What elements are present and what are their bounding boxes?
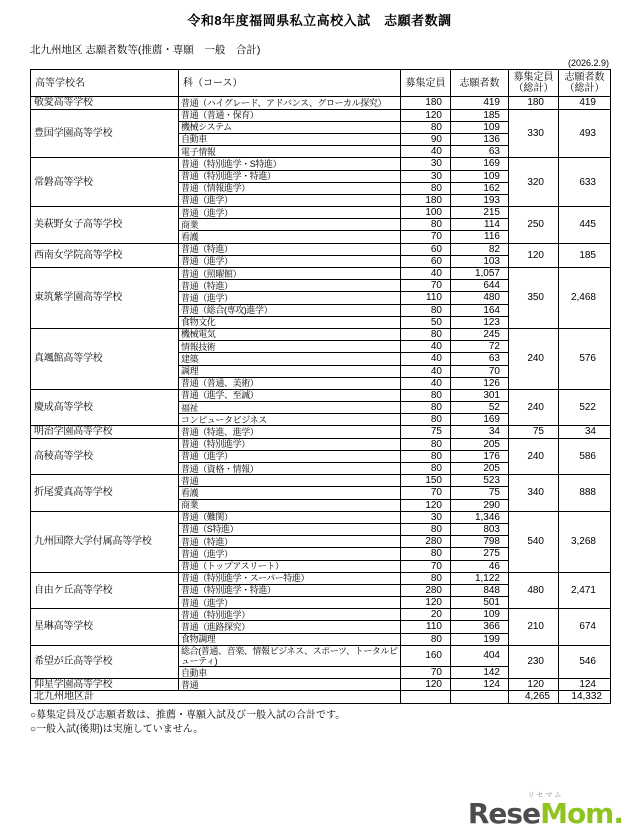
logo-rese-text: Rese: [467, 797, 541, 830]
course-capacity-cell: 280: [401, 536, 451, 548]
course-row: [31, 475, 611, 487]
school-name-cell: 豊国学園高等学校: [31, 109, 179, 158]
course-applicants-cell: 1,122: [451, 572, 509, 584]
course-capacity-cell: 180: [401, 97, 451, 109]
course-row: [31, 609, 611, 621]
school-name-cell: 西南女学院高等学校: [31, 243, 179, 267]
course-applicants-cell: 501: [451, 597, 509, 609]
header-school-name: 高等学校名: [31, 70, 179, 97]
course-applicants-cell: 1,346: [451, 511, 509, 523]
school-applicants-total-cell: 633: [559, 158, 611, 207]
course-capacity-cell: 40: [401, 268, 451, 280]
course-applicants-cell: 404: [451, 645, 509, 666]
course-capacity-cell: 40: [401, 377, 451, 389]
course-name-cell: 調理: [179, 365, 401, 377]
course-capacity-cell: 90: [401, 133, 451, 145]
school-applicants-total-cell: 419: [559, 97, 611, 109]
school-name-cell: 自由ケ丘高等学校: [31, 572, 179, 609]
course-row: [31, 268, 611, 280]
course-capacity-cell: 70: [401, 666, 451, 678]
course-capacity-cell: 80: [401, 121, 451, 133]
course-capacity-cell: 80: [401, 572, 451, 584]
course-capacity-cell: 80: [401, 450, 451, 462]
course-applicants-cell: 109: [451, 121, 509, 133]
course-name-cell: 普通（進学）: [179, 255, 401, 267]
course-name-cell: 普通（特別進学）: [179, 609, 401, 621]
course-row: [31, 645, 611, 666]
course-name-cell: 普通（ハイグレード、アドバンス、グローカル探究）: [179, 97, 401, 109]
district-applicants-total-cell: 14,332: [559, 691, 611, 703]
footnotes: [30, 709, 639, 738]
school-name-cell: 星琳高等学校: [31, 609, 179, 646]
course-applicants-cell: 480: [451, 292, 509, 304]
course-name-cell: 普通（特進）: [179, 243, 401, 255]
school-name-cell: 折尾愛真高等学校: [31, 475, 179, 512]
course-name-cell: 普通（特別進学・特進）: [179, 170, 401, 182]
school-applicants-total-cell: 2,468: [559, 268, 611, 329]
course-applicants-cell: 46: [451, 560, 509, 572]
school-applicants-total-cell: 185: [559, 243, 611, 267]
course-name-cell: 普通（特別進学・特進）: [179, 584, 401, 596]
course-applicants-cell: 136: [451, 133, 509, 145]
footnote-2: ○一般入試(後期)は実施していません。: [30, 724, 204, 736]
school-applicants-total-cell: 522: [559, 389, 611, 426]
course-name-cell: コンピュータビジネス: [179, 414, 401, 426]
course-name-cell: 普通（S特進）: [179, 523, 401, 535]
course-capacity-cell: 60: [401, 255, 451, 267]
course-row: [31, 328, 611, 340]
course-row: [31, 109, 611, 121]
course-applicants-cell: 82: [451, 243, 509, 255]
school-name-cell: 希望が丘高等学校: [31, 645, 179, 678]
course-row: [31, 679, 611, 691]
course-name-cell: 普通（トップアスリート）: [179, 560, 401, 572]
school-name-cell: 仰星学園高等学校: [31, 679, 179, 691]
course-capacity-cell: 40: [401, 146, 451, 158]
course-applicants-cell: 103: [451, 255, 509, 267]
school-applicants-total-cell: 34: [559, 426, 611, 438]
course-capacity-cell: 80: [401, 328, 451, 340]
course-applicants-cell: 644: [451, 280, 509, 292]
course-name-cell: 普通（特別進学・S特進）: [179, 158, 401, 170]
course-capacity-cell: 80: [401, 414, 451, 426]
course-applicants-cell: 126: [451, 377, 509, 389]
course-applicants-cell: 114: [451, 219, 509, 231]
footnote-1: ○募集定員及び志願者数は、推薦・専願入試及び一般入試の合計です。: [30, 709, 346, 721]
date-note: (2026.2.9): [567, 58, 609, 68]
course-capacity-cell: 180: [401, 194, 451, 206]
course-row: [31, 389, 611, 401]
course-applicants-cell: 848: [451, 584, 509, 596]
applicants-table: [30, 69, 611, 704]
course-name-cell: 普通（資格・情報）: [179, 463, 401, 475]
course-capacity-cell: 110: [401, 621, 451, 633]
course-capacity-cell: 30: [401, 170, 451, 182]
course-name-cell: 情報技術: [179, 341, 401, 353]
school-name-cell: 慶成高等学校: [31, 389, 179, 426]
course-row: [31, 426, 611, 438]
course-name-cell: 機械システム: [179, 121, 401, 133]
course-name-cell: 看護: [179, 487, 401, 499]
header-applicants-total: 志願者数 （総計）: [559, 70, 611, 97]
school-name-cell: 高稜高等学校: [31, 438, 179, 475]
school-capacity-total-cell: 120: [509, 243, 559, 267]
course-name-cell: 普通（特別進学）: [179, 438, 401, 450]
course-name-cell: 普通（難関）: [179, 511, 401, 523]
district-applicants-empty-cell: [451, 691, 509, 703]
course-name-cell: 福祉: [179, 402, 401, 414]
school-name-cell: 敬愛高等学校: [31, 97, 179, 109]
course-name-cell: 普通（照曜館）: [179, 268, 401, 280]
resemom-logo: [468, 792, 623, 828]
course-applicants-cell: 70: [451, 365, 509, 377]
logo-furigana: リセマム: [527, 792, 564, 799]
course-capacity-cell: 80: [401, 548, 451, 560]
course-applicants-cell: 193: [451, 194, 509, 206]
course-capacity-cell: 80: [401, 389, 451, 401]
course-name-cell: 建築: [179, 353, 401, 365]
course-capacity-cell: 280: [401, 584, 451, 596]
course-name-cell: 食物文化: [179, 316, 401, 328]
course-row: [31, 572, 611, 584]
course-capacity-cell: 110: [401, 292, 451, 304]
school-name-cell: 九州国際大学付属高等学校: [31, 511, 179, 572]
school-capacity-total-cell: 240: [509, 328, 559, 389]
course-applicants-cell: 63: [451, 353, 509, 365]
course-capacity-cell: 150: [401, 475, 451, 487]
course-applicants-cell: 1,057: [451, 268, 509, 280]
course-name-cell: 普通: [179, 475, 401, 487]
course-name-cell: 普通（進学）: [179, 450, 401, 462]
course-capacity-cell: 80: [401, 633, 451, 645]
course-capacity-cell: 40: [401, 341, 451, 353]
school-capacity-total-cell: 240: [509, 389, 559, 426]
course-applicants-cell: 72: [451, 341, 509, 353]
course-applicants-cell: 63: [451, 146, 509, 158]
school-capacity-total-cell: 340: [509, 475, 559, 512]
school-capacity-total-cell: 250: [509, 207, 559, 244]
header-capacity-total: 募集定員 （総計）: [509, 70, 559, 97]
course-name-cell: 自動車: [179, 666, 401, 678]
course-capacity-cell: 120: [401, 597, 451, 609]
course-applicants-cell: 290: [451, 499, 509, 511]
course-applicants-cell: 215: [451, 207, 509, 219]
logo-mom-text: Mom: [540, 797, 614, 830]
course-applicants-cell: 419: [451, 97, 509, 109]
course-name-cell: 普通（進路探究）: [179, 621, 401, 633]
course-capacity-cell: 80: [401, 182, 451, 194]
district-capacity-empty-cell: [401, 691, 451, 703]
course-capacity-cell: 20: [401, 609, 451, 621]
course-applicants-cell: 803: [451, 523, 509, 535]
course-name-cell: 看護: [179, 231, 401, 243]
logo-wordmark: [467, 797, 623, 830]
course-capacity-cell: 75: [401, 426, 451, 438]
course-name-cell: 普通（進学、至誠）: [179, 389, 401, 401]
school-capacity-total-cell: 210: [509, 609, 559, 646]
course-name-cell: 普通（総合(専攻)進学）: [179, 304, 401, 316]
course-applicants-cell: 169: [451, 414, 509, 426]
course-capacity-cell: 60: [401, 243, 451, 255]
course-applicants-cell: 245: [451, 328, 509, 340]
course-applicants-cell: 109: [451, 170, 509, 182]
school-capacity-total-cell: 180: [509, 97, 559, 109]
course-capacity-cell: 70: [401, 231, 451, 243]
course-applicants-cell: 205: [451, 463, 509, 475]
course-capacity-cell: 80: [401, 304, 451, 316]
course-name-cell: 普通（特別進学・スーパー特進）: [179, 572, 401, 584]
course-name-cell: 普通（進学）: [179, 548, 401, 560]
course-name-cell: 商業: [179, 499, 401, 511]
course-row: [31, 438, 611, 450]
school-applicants-total-cell: 445: [559, 207, 611, 244]
course-applicants-cell: 116: [451, 231, 509, 243]
course-capacity-cell: 120: [401, 499, 451, 511]
school-applicants-total-cell: 2,471: [559, 572, 611, 609]
course-name-cell: 機械電気: [179, 328, 401, 340]
school-name-cell: 東筑紫学園高等学校: [31, 268, 179, 329]
course-row: [31, 207, 611, 219]
course-capacity-cell: 40: [401, 353, 451, 365]
course-capacity-cell: 70: [401, 280, 451, 292]
course-name-cell: 普通（進学）: [179, 597, 401, 609]
school-capacity-total-cell: 320: [509, 158, 559, 207]
course-name-cell: 普通: [179, 679, 401, 691]
course-capacity-cell: 80: [401, 438, 451, 450]
course-row: [31, 97, 611, 109]
school-applicants-total-cell: 124: [559, 679, 611, 691]
course-capacity-cell: 120: [401, 679, 451, 691]
course-capacity-cell: 100: [401, 207, 451, 219]
course-applicants-cell: 75: [451, 487, 509, 499]
course-name-cell: 電子情報: [179, 146, 401, 158]
course-row: [31, 511, 611, 523]
course-capacity-cell: 80: [401, 402, 451, 414]
course-name-cell: 自動車: [179, 133, 401, 145]
school-applicants-total-cell: 586: [559, 438, 611, 475]
course-name-cell: 普通（特進）: [179, 280, 401, 292]
course-name-cell: 食物調理: [179, 633, 401, 645]
course-applicants-cell: 523: [451, 475, 509, 487]
course-name-cell: 普通（進学）: [179, 194, 401, 206]
course-applicants-cell: 52: [451, 402, 509, 414]
course-applicants-cell: 124: [451, 679, 509, 691]
course-applicants-cell: 34: [451, 426, 509, 438]
logo-dot: .: [613, 797, 623, 830]
course-applicants-cell: 185: [451, 109, 509, 121]
header-row: [31, 70, 611, 97]
district-capacity-total-cell: 4,265: [509, 691, 559, 703]
school-applicants-total-cell: 674: [559, 609, 611, 646]
course-name-cell: 総合(普通、音楽、情報ビジネス、スポーツ、トータルビューティ): [179, 645, 401, 666]
course-applicants-cell: 164: [451, 304, 509, 316]
school-name-cell: 明治学園高等学校: [31, 426, 179, 438]
course-applicants-cell: 109: [451, 609, 509, 621]
course-applicants-cell: 301: [451, 389, 509, 401]
page-title: 令和8年度福岡県私立高校入試 志願者数調: [187, 13, 452, 28]
course-name-cell: 普通（特進、進学）: [179, 426, 401, 438]
district-total-row: [31, 691, 611, 703]
course-capacity-cell: 120: [401, 109, 451, 121]
school-name-cell: 美萩野女子高等学校: [31, 207, 179, 244]
school-capacity-total-cell: 540: [509, 511, 559, 572]
course-applicants-cell: 169: [451, 158, 509, 170]
school-name-cell: 常磐高等学校: [31, 158, 179, 207]
header-course: 科（コース）: [179, 70, 401, 97]
course-name-cell: 普通（普通、美術）: [179, 377, 401, 389]
course-capacity-cell: 30: [401, 511, 451, 523]
course-applicants-cell: 366: [451, 621, 509, 633]
header-applicants: 志願者数: [451, 70, 509, 97]
course-applicants-cell: 798: [451, 536, 509, 548]
course-capacity-cell: 80: [401, 463, 451, 475]
course-capacity-cell: 80: [401, 219, 451, 231]
course-applicants-cell: 275: [451, 548, 509, 560]
course-name-cell: 普通（普通・保育）: [179, 109, 401, 121]
district-total-label: 北九州地区計: [31, 691, 401, 703]
course-row: [31, 158, 611, 170]
school-capacity-total-cell: 120: [509, 679, 559, 691]
course-applicants-cell: 205: [451, 438, 509, 450]
course-row: [31, 243, 611, 255]
course-capacity-cell: 50: [401, 316, 451, 328]
school-capacity-total-cell: 350: [509, 268, 559, 329]
school-applicants-total-cell: 576: [559, 328, 611, 389]
course-capacity-cell: 80: [401, 523, 451, 535]
course-capacity-cell: 70: [401, 560, 451, 572]
course-name-cell: 商業: [179, 219, 401, 231]
course-name-cell: 普通（情報進学）: [179, 182, 401, 194]
school-applicants-total-cell: 888: [559, 475, 611, 512]
course-name-cell: 普通（進学）: [179, 207, 401, 219]
school-name-cell: 真颯館高等学校: [31, 328, 179, 389]
course-capacity-cell: 40: [401, 365, 451, 377]
school-applicants-total-cell: 546: [559, 645, 611, 678]
course-capacity-cell: 160: [401, 645, 451, 666]
course-name-cell: 普通（特進）: [179, 536, 401, 548]
school-capacity-total-cell: 240: [509, 438, 559, 475]
school-capacity-total-cell: 75: [509, 426, 559, 438]
course-applicants-cell: 162: [451, 182, 509, 194]
course-capacity-cell: 30: [401, 158, 451, 170]
school-capacity-total-cell: 480: [509, 572, 559, 609]
course-applicants-cell: 176: [451, 450, 509, 462]
course-name-cell: 普通（進学）: [179, 292, 401, 304]
course-applicants-cell: 199: [451, 633, 509, 645]
header-capacity: 募集定員: [401, 70, 451, 97]
school-applicants-total-cell: 493: [559, 109, 611, 158]
course-applicants-cell: 123: [451, 316, 509, 328]
school-capacity-total-cell: 330: [509, 109, 559, 158]
course-applicants-cell: 142: [451, 666, 509, 678]
course-capacity-cell: 70: [401, 487, 451, 499]
subtitle: 北九州地区 志願者数等(推薦・専願 一般 合計): [30, 44, 261, 56]
school-capacity-total-cell: 230: [509, 645, 559, 678]
school-applicants-total-cell: 3,268: [559, 511, 611, 572]
